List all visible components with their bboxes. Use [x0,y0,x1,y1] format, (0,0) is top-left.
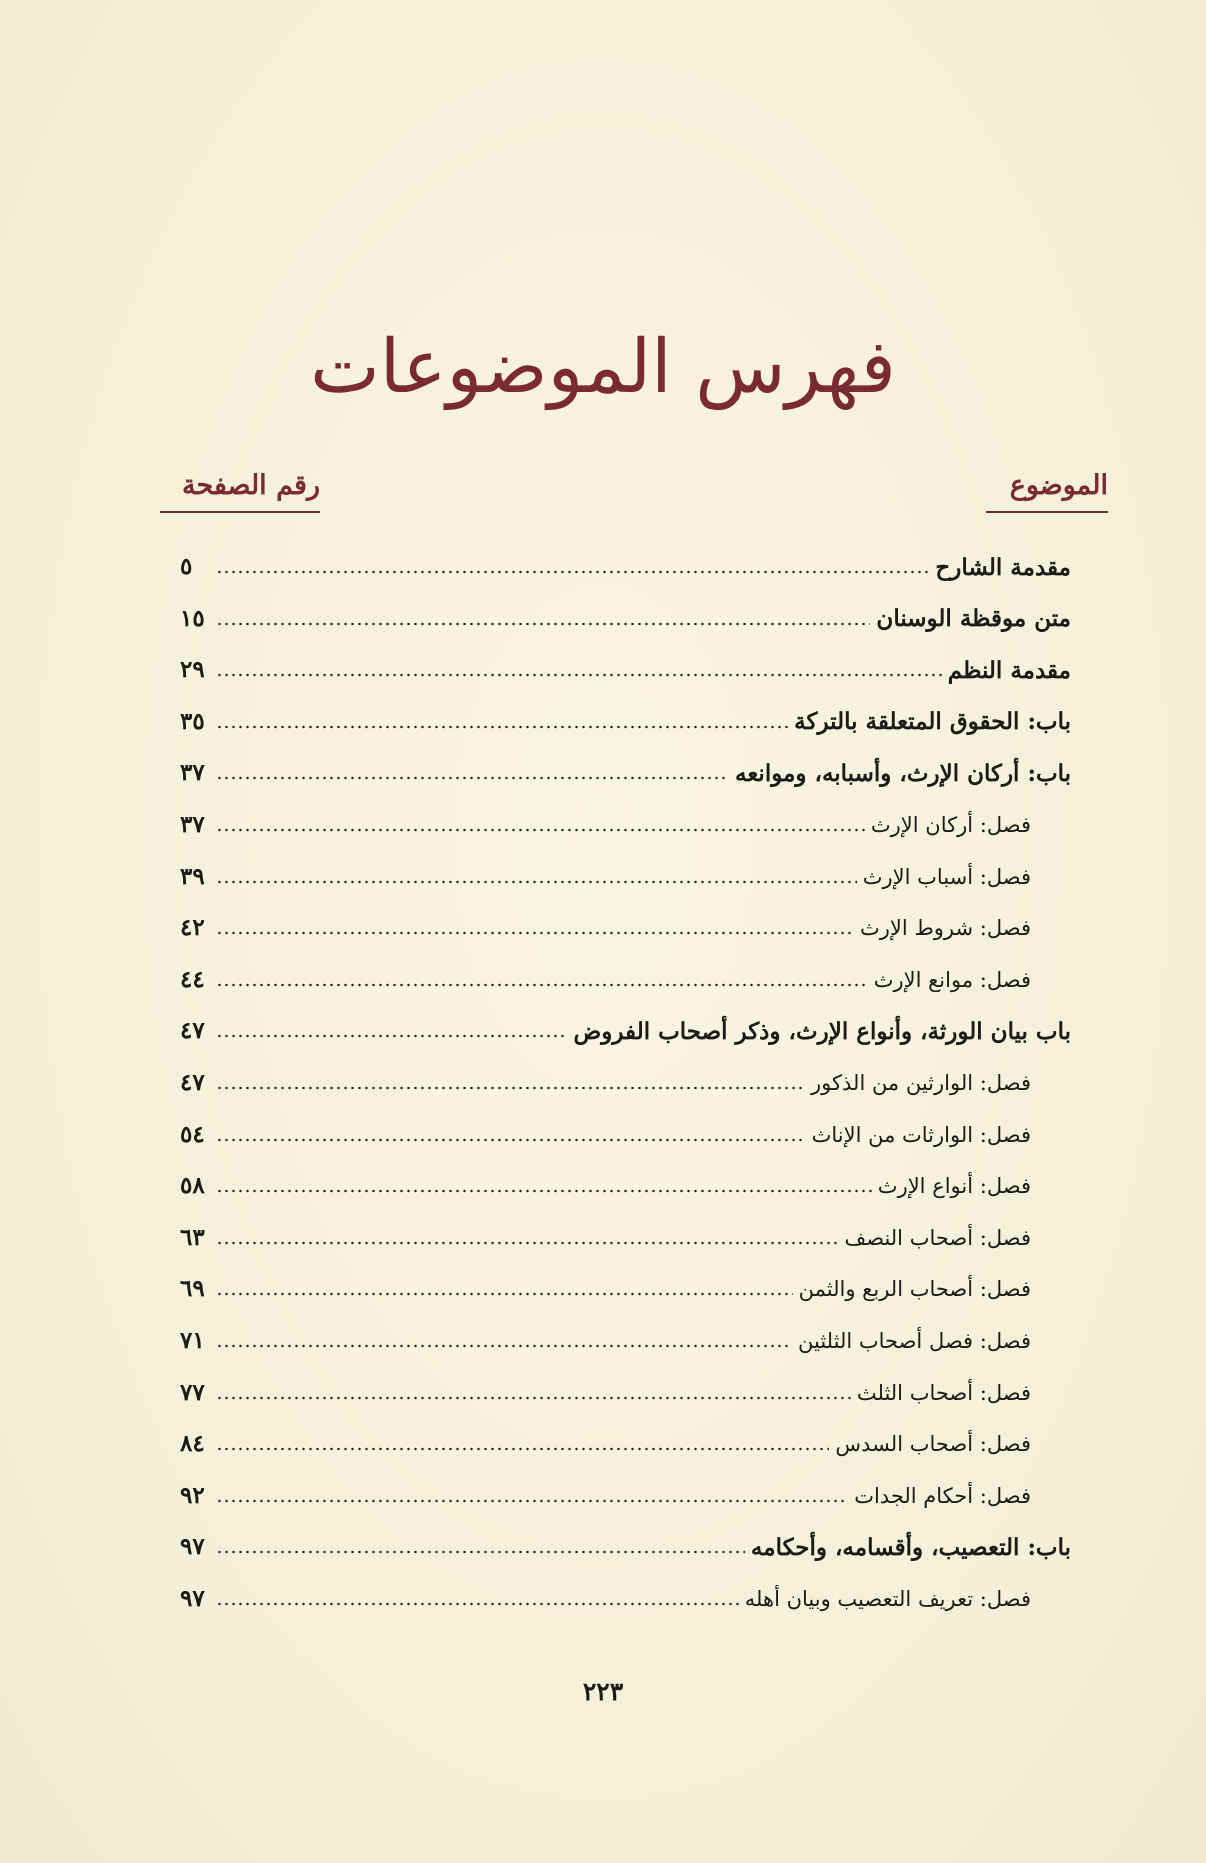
toc-entry [0,1057,1206,1109]
toc-entry [0,954,1206,1006]
toc-entry [0,851,1206,903]
dot-leader [216,1138,806,1142]
toc-entry-label: فصل: فصل أصحاب الثلثين [798,1329,1031,1353]
toc-section-entry [212,1109,1031,1161]
toc-entry-label: فصل: أحكام الجدات [854,1483,1031,1508]
toc-section-entry [212,1315,1031,1367]
dot-leader [216,1499,848,1503]
toc-entry-label: فصل: شروط الإرث [859,916,1031,941]
toc-entry [0,1470,1206,1522]
toc-section-entry [212,1367,1031,1419]
toc-chapter-entry [212,644,1071,696]
toc-entry-label: فصل: أصحاب الثلث [856,1380,1031,1405]
toc-entry-label: باب: التعصيب، وأقسامه، وأحكامه [750,1533,1071,1561]
toc-entry-page-number: ٤٤ [180,965,205,993]
toc-entry-label: فصل: موانع الإرث [873,967,1031,992]
dot-leader [216,828,865,832]
page-number-column-header: رقم الصفحة [160,470,320,513]
toc-entry-page-number: ٦٣ [180,1223,205,1251]
toc-entry-page-number: ٩٢ [180,1481,205,1509]
toc-entry-label: باب: الحقوق المتعلقة بالتركة [794,708,1071,736]
dot-leader [216,1189,872,1193]
toc-entry-page-number: ٦٩ [180,1275,205,1303]
toc-entry-page-number: ٤٢ [180,914,205,942]
toc-entry [0,1367,1206,1419]
toc-entry-page-number: ٧٧ [180,1378,205,1406]
dot-leader [216,1602,739,1606]
toc-entry [0,541,1206,593]
dot-leader [216,570,929,574]
toc-chapter-entry [212,593,1071,645]
toc-entry-page-number: ٣٧ [180,759,205,787]
toc-entry [0,696,1206,748]
toc-entry-label: فصل: الوارثات من الإناث [811,1122,1031,1147]
toc-entry [0,593,1206,645]
toc-entry-label: مقدمة النظم [947,656,1071,684]
toc-entry-page-number: ٨٤ [180,1430,205,1458]
toc-entry [0,799,1206,851]
toc-section-entry [212,1470,1031,1522]
toc-section-entry [212,902,1031,954]
toc-entry-page-number: ٩٧ [180,1533,205,1561]
dot-leader [216,1396,851,1400]
toc-entry [0,1263,1206,1315]
toc-chapter-entry [212,1521,1071,1573]
toc-entry-label: فصل: الوارثين من الذكور [811,1071,1031,1095]
toc-chapter-entry [212,541,1071,593]
toc-entry-label: فصل: أركان الإرث [870,813,1031,837]
toc-entry-page-number: ٣٥ [180,707,205,735]
toc-entry-label: فصل: أصحاب النصف [844,1225,1031,1250]
toc-entry-label: باب بيان الورثة، وأنواع الإرث، وذكر أصحاب الفروض [573,1017,1071,1045]
toc-section-entry [212,851,1031,903]
toc-entry [0,1573,1206,1625]
toc-entry [0,1109,1206,1161]
toc-entry [0,1160,1206,1212]
toc-entry-page-number: ٥٨ [180,1172,205,1200]
dot-leader [216,1447,829,1451]
dot-leader [216,1550,745,1554]
toc-entry [0,747,1206,799]
toc-entry-page-number: ٤٧ [180,1069,205,1096]
toc-entry-label: فصل: تعريف التعصيب وبيان أهله [744,1587,1031,1611]
dot-leader [216,931,854,935]
toc-entry-label: فصل: أصحاب السدس [835,1432,1031,1457]
dot-leader [216,622,870,626]
toc-section-entry [212,1212,1031,1264]
toc-entry-label: فصل: أصحاب الربع والثمن [798,1277,1031,1302]
toc-entry-label: فصل: أنواع الإرث [877,1174,1031,1199]
dot-leader [216,673,942,677]
toc-entry [0,902,1206,954]
toc-entry-page-number: ١٥ [180,604,205,632]
toc-entry [0,1521,1206,1573]
toc-entry-label: باب: أركان الإرث، وأسبابه، وموانعه [734,759,1071,787]
toc-entry-page-number: ٣٧ [180,811,205,838]
toc-entry-page-number: ٩٧ [180,1585,205,1612]
toc-entry [0,1212,1206,1264]
toc-section-entry [212,1160,1031,1212]
toc-section-entry [212,1418,1031,1470]
toc-entry-page-number: ٤٧ [180,1017,205,1045]
toc-entry-page-number: ٥ [180,553,193,580]
dot-leader [216,1241,839,1245]
toc-entry-page-number: ٢٩ [180,656,205,684]
toc-entry [0,1418,1206,1470]
dot-leader [216,983,868,987]
toc-entry [0,644,1206,696]
toc-entry [0,1315,1206,1367]
dot-leader [216,1034,567,1038]
toc-entry-label: مقدمة الشارح [935,553,1071,581]
toc-chapter-entry [212,747,1071,799]
toc-entry-label: فصل: أسباب الإرث [862,864,1031,889]
toc-entry-label: متن موقظة الوسنان [876,605,1071,633]
toc-chapter-entry [212,1005,1071,1057]
dot-leader [216,880,857,884]
folio-page-number: ٢٢٣ [582,1677,624,1706]
dot-leader [216,725,788,729]
toc-entry-page-number: ٧١ [180,1327,205,1354]
dot-leader [216,1344,792,1348]
toc-section-entry [212,1573,1031,1625]
dot-leader [216,1292,793,1296]
toc-section-entry [212,799,1031,851]
toc-entry-page-number: ٥٤ [180,1120,205,1148]
dot-leader [216,776,729,780]
toc-entry-page-number: ٣٩ [180,862,205,890]
toc-section-entry [212,1263,1031,1315]
page-title: فهرس الموضوعات [310,324,896,410]
toc-chapter-entry [212,696,1071,748]
toc-section-entry [212,1057,1031,1109]
toc-section-entry [212,954,1031,1006]
subject-column-header: الموضوع [986,470,1108,513]
toc-entry [0,1005,1206,1057]
dot-leader [216,1086,805,1090]
